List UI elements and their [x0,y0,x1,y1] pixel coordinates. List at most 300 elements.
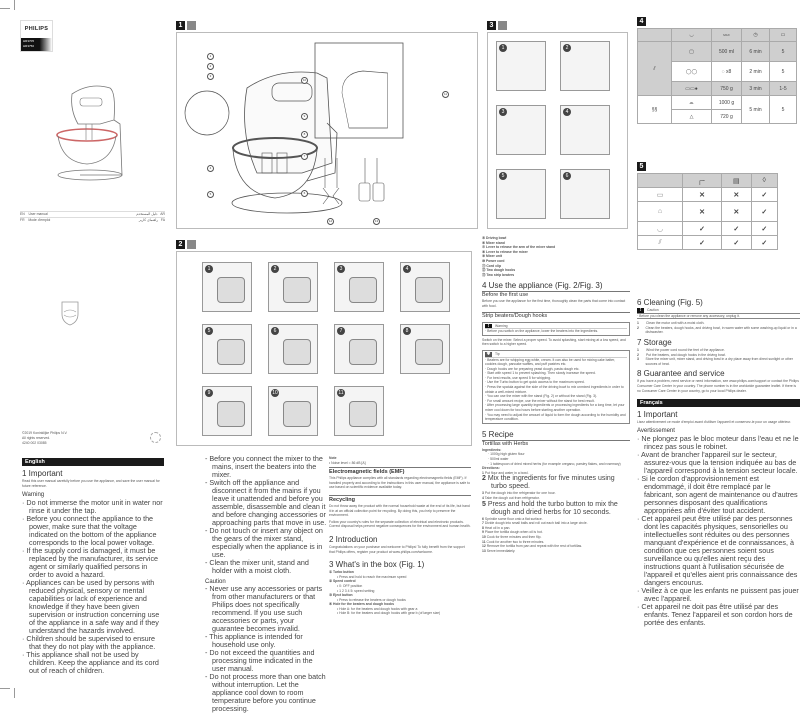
caution-item: - This appliance is intended for household use only. [205,633,327,649]
philips-shield-logo [60,300,80,326]
check-icon: ✓ [751,222,777,236]
tip-item: · For best results, use speed 5 for whipping. [485,375,551,380]
part-label: Cord clip [486,263,502,268]
callout-label: 12 [328,219,333,223]
quantity: 500 ml [712,42,742,62]
figure-number: 5 [637,162,646,171]
warning-text: · Before you switch on the appliance, lower the beaters into the ingredients. [485,329,599,334]
box-item-sub: • Hole B: for the beaters and dough hooks with gear b (of larger size) [337,611,441,616]
quantity: 750 g [712,82,742,96]
callout-label: 9 [301,113,308,120]
fig3-step: 6 [560,169,610,219]
box-item [329,593,471,602]
step-number: 5 [205,327,213,335]
box-item-sub-text: Hole B: for the beaters and dough hooks with gear b (of larger size) [339,611,441,616]
callout-number: ⑧ [482,249,486,254]
recycling-text-2: Follow your country's rules for the separate collection of electrical and electronic products. Correct disposal helps prevent negative consequences for the environment and human health. [329,519,471,529]
model-number: HR3705 [23,39,35,43]
step-text: Divide dough into small balls and roll out each ball into a large circle. [484,521,588,526]
step-number: 1 [205,265,213,273]
step-text: Place the tortilla dough when oil is hot. [484,530,543,535]
warning-item: - Before you connect the mixer to the mains, insert the beaters into the mixer. [205,455,327,479]
tip-text: You can use the mixer with the stand (Fig. 2) or without the stand (Fig. 3). [487,394,598,399]
crop-mark [14,0,15,10]
english-col-1 [22,458,164,675]
callout-number: ③ [329,593,333,598]
step-number: 2 [482,475,486,483]
ingredients-list [482,452,630,466]
direction-step [482,475,630,491]
step-number: 1 [637,347,639,352]
fr-warning-list [637,435,800,627]
directions-list [482,471,630,554]
box-item-sub: • 1 2 3 4 5: speed setting [337,588,375,593]
box-item-sub: • Press and hold to reach the maximum speed [337,574,407,579]
box-item-sub-text: 1 2 3 4 5: speed setting [339,588,375,593]
cloth-icon: ◊ [751,174,777,188]
recycling-text-1: Do not throw away the product with the normal household waste at the end of its life, but hand it in at an official collection point for recycling. By doing this, you help to preserve the environment. [329,503,470,518]
cleaning-step [637,326,800,335]
section-storage: 7 Storage [637,337,672,347]
step-number: 3 [637,357,639,362]
caution-list [205,585,327,713]
box-item-sub: • 0: OFF position [337,583,363,588]
step-number: 12 [482,544,486,549]
section-guarantee: 8 Guarantee and service [637,369,725,379]
english-col-2 [205,455,327,713]
tip-list [485,358,627,422]
quantity: 720 g [712,110,742,124]
step-text: Store the mixer unit, mixer stand, and driving bowl in a dry place away from direct sunlight or other sources of heat. [645,357,793,366]
callout-label: 4 [207,165,214,172]
warning-item: · If the supply cord is damaged, it must be replaced by the manufacturer, its service agent or similarly qualified persons in order to avoid a hazard. [22,547,164,579]
warning-list [22,499,164,675]
tip-text: Dough hooks are for preparing yeast dough, pasta dough etc. [487,366,580,371]
box-item-sub-text: Press and hold to reach the maximum speed [339,574,407,579]
fig2-step-10 [268,386,318,436]
step-number: 9 [205,389,213,397]
timer-icon: ◷ [742,29,770,42]
ingredient: · 1000g high gluten flour [488,452,525,457]
part-label: Lever to release the mixer [486,249,528,254]
box-item-sub-text: 0: OFF position [339,583,363,588]
tip-text: For best results, use speed 5 for whipping. [487,375,551,380]
noise-level: Noise level = 86 dB [A] [331,460,366,465]
step-illustration [283,277,311,303]
figure-5 [637,173,778,250]
part-label: Lever to release the arm of the mixer stand [486,245,556,250]
cross-icon: ✕ [722,202,751,222]
fig2-step-3 [334,262,384,312]
speed: 5 [770,96,797,124]
english-col-3 [329,456,471,616]
step-illustration [349,339,377,365]
step-number: 6 [482,516,484,521]
box-item-label: Eject button [333,593,353,598]
document-number: 4240 002 03085 [22,441,47,446]
figure-2 [176,251,472,446]
warning-item: · Before you connect the appliance to the power, make sure that the voltage indicated on the bottom of the appliance corresponds to the local power voltage. [22,515,164,547]
fig2-step-4 [400,262,450,312]
direction-step [482,501,630,517]
callout-number: ⑬ [482,272,486,277]
check-icon: ✓ [722,222,751,236]
lang-en[interactable]: EN User manual [20,212,48,216]
philips-logo-block [20,20,53,52]
step-illustration [349,401,377,427]
part-label: Driving bowl [486,236,507,240]
box-item [329,570,471,579]
emf-heading: Electromagnetic fields (EMF) [329,469,405,476]
warning-item: · Children should be supervised to ensure that they do not play with the appliance. [22,635,164,651]
figure-1 [176,32,478,229]
caution-item: - Do not process more than one batch without interruption. Let the appliance cool down to room temperature before you continue processing. [205,673,327,713]
strip-text: Switch on the mixer. Select a proper speed. To avoid splashing, start mixing at a low speed, and then switch to a higher speed. [482,337,626,347]
eggs-icon: ◯◯ [672,62,712,82]
bowl-icon: ◡ [672,29,712,42]
cover-mixer-illustration [50,80,140,185]
time: 2 min [742,62,770,82]
ingredient: · 1 tablespoon of dried mixed herbs (for example oregano, parsley flakes, and rosemary) [488,461,621,466]
step-illustration [217,401,245,427]
part-label: Two dough hooks [486,268,516,273]
figure-3 [487,32,628,229]
box-item-sub: • Press to release the beaters or dough hooks [337,597,406,602]
section-important: 1 Important [22,469,63,478]
cross-icon: ✕ [683,202,722,222]
fr-warning-item: · Si le cordon d'approvisionnement est endommagé, il doit être remplacé par le fabricant, son agent de maintenance ou d'autres personnes disposant des qualifications appropriées afin d'éviter tout accident. [637,475,800,515]
quantity-time-table [637,28,797,124]
part-header [638,174,683,188]
fig2-step-7 [334,324,384,374]
crop-mark [0,8,10,9]
callout-label: 8 [301,131,308,138]
step-text: Cook for another two to three minutes. [486,539,545,544]
mixer-unit-icon: ▭ [638,188,683,202]
tool-header [638,29,672,42]
step-number: 2 [637,325,639,330]
section-whats-in-box: 3 What's in the box (Fig. 1) [329,560,425,570]
beaters-icon: ⫽ [638,42,672,96]
ingredient: · 500ml water [488,457,509,461]
warning-label: Warning [495,323,508,328]
warning-box [482,322,630,336]
accessories-icon: ⫽ [638,236,683,250]
fig3-step: 5 [496,169,546,219]
rights: All rights reserved. [22,435,51,440]
tip-text: Use the Turbo button to get quick access to the maximum speed. [487,380,585,385]
fig3-step: 4 [560,105,610,155]
step-number: 9 [482,530,484,535]
warning-list-continued [205,455,327,575]
step-text: Put flour and water in a bowl. [484,470,529,475]
fr-warning-item: · Avant de brancher l'appareil sur le secteur, assurez-vous que la tension indiquée au bas de l'appareil correspond à la tension secteur locale. [637,451,800,475]
ingredient-text: 500ml water [490,457,509,461]
step-number: 7 [482,521,484,526]
speed-icon: ▭ [770,29,797,42]
cleaning-table [637,173,778,250]
step-number: 3 [337,265,345,273]
fig2-step-11 [334,386,384,436]
emf-text: This Philips appliance complies with all standards regarding electromagnetic fields (EMF). If handled properly and according to the instructions in this user manual, the appliance is safe to use based on scientific evidence available today. [329,476,470,490]
cross-icon: ✕ [683,188,722,202]
fig2-step-8 [400,324,450,374]
dishwasher-icon: ▤ [722,174,751,188]
cleaning-steps [637,321,800,335]
step-illustration [415,277,443,303]
cross-icon: ✕ [722,188,751,202]
fig2-step-1 [202,262,252,312]
step-text: Remove the tortilla from pan and repeat with the rest of tortillas. [486,544,583,549]
stand-icon: ⌂ [638,202,683,222]
figure-1-header [176,21,196,30]
warning-item: · Do not immerse the motor unit in water nor rinse it under the tap. [22,499,164,515]
time: 5 min [742,96,770,124]
figure-number: 1 [176,21,185,30]
figure-4-header [637,17,646,26]
step-number: 4 [403,265,411,273]
step-number: 3 [482,491,484,496]
step-number: 1 [637,321,639,326]
step-number: 8 [482,525,484,530]
recipe-title: Tortillas with Herbs [482,440,630,448]
part-label: Two strip beaters [486,272,515,277]
callout-label: 3 [207,73,214,80]
tip-text: You may need to adjust the amount of liquid to form the dough according to the humidity and temperature condition. [485,412,626,422]
bread-icon: ⌓ [672,96,712,110]
tip-text: Start with speed 1 to prevent splashing. Then slowly increase the speed. [487,371,596,376]
step-text: Sprinkle some flour onto a flat surface. [484,516,543,521]
lang-ar[interactable]: دليل المستخدم AR [136,212,165,216]
speed: 5 [770,62,797,82]
recycling-heading: Recycling [329,496,355,503]
section-recipe: 5 Recipe [482,429,514,439]
tip-item: · Press the spatula against the side of the driving bowl to mix unmixed ingredients in order to obtain a well-mixed mixture. [485,385,624,394]
tip-item: · You can use the mixer with the stand (Fig. 2) or without the stand (Fig. 3). [485,394,598,399]
strip-heading: Strip beaters/Dough hooks [482,312,630,320]
fig3-step: 2 [560,41,610,91]
step-text: Mix the ingredients for five minutes using turbo speed. [487,475,615,491]
box-item-label: Turbo button [333,570,354,575]
quantity: ◌ x8 [712,62,742,82]
handheld-mixer-icon [498,21,507,30]
callout-number: ⑫ [482,268,486,273]
step-illustration [217,277,245,303]
step-text: Wind the power cord round the feet of the appliance. [646,347,725,352]
tip-text: For small amount recipe, use the mixer without the stand for best result. [487,398,595,403]
step-number: 2 [637,352,639,357]
fig2-step-6 [268,324,318,374]
brand-logo: PHILIPS [24,26,49,32]
flour-icon: △ [672,110,712,124]
speed: 5 [770,42,797,62]
step-text: Serve immediately. [486,548,516,553]
box-item-sub: • Hole A: for the beaters and dough hooks with gear a [337,606,418,611]
check-icon: ✓ [722,236,751,250]
callout-number: ⑦ [482,245,486,250]
callout-number: ⑤ [482,236,486,240]
english-bar: English [22,458,164,466]
callout-label: 13 [374,219,379,223]
part-label: Mixer stand [486,240,505,245]
francais-bar: Français [637,399,800,407]
bowl-icon: ◡ [638,222,683,236]
check-icon: ✓ [751,188,777,202]
part-label: Power cord [486,258,505,263]
max-weight-icon: MAX [712,29,742,42]
recycle-icon [150,432,161,443]
fr-warning-item: · Cet appareil ne doit pas être utilisé par des enfants. Tenez l'appareil et son cordon hors de portée des enfants. [637,603,800,627]
first-use-text: Before you use the appliance for the first time, thoroughly clean the parts that come into contact with food. [482,299,626,308]
box-item [329,579,471,593]
cleaning-caution-text: Before you clean the appliance or remove any accessory, unplug it. [639,313,740,318]
ingredients-heading: Ingredients: [482,447,502,452]
part-item [482,273,630,278]
step-text: Clean the beaters, dough hooks, and driving bowl, in warm water with some washing-up liquid or in a dishwasher. [645,325,797,335]
box-item-sub-text: Press to release the beaters or dough hooks [339,597,406,602]
callout-label: 10 [302,78,307,82]
step-text: Clean the motor unit with a moist cloth. [646,321,705,326]
tip-text: After processing large quantity ingredients or processing ingredients for a long time, let your mixer cool down for two hours before starting another operation. [485,403,625,413]
step-illustration [217,339,245,365]
tip-item: · For small amount recipe, use the mixer without the stand for best result. [485,398,595,403]
figure-4 [637,28,797,124]
step-number: 2 [271,265,279,273]
speed: 1-5 [770,82,797,96]
callout-number: ⑪ [482,263,486,268]
callout-label: 1 [207,53,214,60]
step-text: Take the dough out from refrigerator. [484,495,540,500]
part-label: Mixer unit [486,254,503,259]
fr-intro: Lisez attentivement ce mode d'emploi avant d'utiliser l'appareil et conservez-le pour un usage ultérieur. [637,420,792,425]
step-number: 4 [482,495,484,500]
step-illustration [349,277,377,303]
step-text: Put the dough into the refrigerator for one hour. [484,491,556,496]
callout-label: 2 [207,63,214,70]
fr-section-important: 1 Important [637,410,678,420]
step-number: 5 [482,500,486,508]
caution-item: - Never use any accessories or parts from other manufacturers or that Philips does not specifically recommend. If you use such accessories or parts, your guarantee becomes invalid. [205,585,327,633]
storage-steps [637,348,800,366]
quantity: 1000 g [712,96,742,110]
fr-warning-heading: Avertissement [637,427,675,434]
callout-number: ⑥ [482,240,486,245]
warning-item: - Clean the mixer unit, stand and holder with a moist cloth. [205,559,327,575]
tip-item: · You may need to adjust the amount of liquid to form the dough according to the humidity and temperature condition. [485,412,626,422]
tip-item: · Beaters are for whipping egg white, cream. It can also be used for mixing cake batter, cookies dough, pancake waffles, and puff pastries etc. [485,357,616,367]
english-col-5 [637,298,800,627]
language-index [20,211,165,223]
step-number: 11 [482,539,486,544]
english-col-4 [482,236,630,553]
callout-label: 6 [301,190,308,197]
fr-warning-item: · Ne plongez pas le bloc moteur dans l'eau et ne le rincez pas sous le robinet. [637,435,800,451]
caution-heading: Caution [205,579,226,585]
lang-fa[interactable]: راهنمای کاربر FA [138,218,165,222]
caution-label: Caution [647,308,659,312]
exclamation-icon: ! [637,308,644,313]
step-number: 13 [482,548,486,553]
milk-icon: ▢ [672,42,712,62]
step-illustration [283,401,311,427]
model-number: HR3750 [23,44,35,48]
first-use-heading: Before the first use [482,291,630,299]
important-intro: Read this user manual carefully before you use the appliance, and save the user manual for future reference. [22,479,160,488]
lang-fr[interactable]: FR Mode d'emploi [20,218,51,222]
callout-label: 7 [301,153,308,160]
fig2-step-5 [202,324,252,374]
step-text: Press and hold the turbo button to mix the dough and dried herbs for 10 seconds. [487,500,618,516]
box-item-sub-text: Hole A: for the beaters and dough hooks with gear a [339,606,418,611]
tip-text: Beaters are for whipping egg white, cream. It can also be used for mixing cake batter, cookies dough, pancake waffles, and puff pastries etc. [485,357,616,367]
mixer-icon [187,21,196,30]
figure-number: 3 [487,21,496,30]
directions-heading: Directions: [482,466,500,471]
step-number: 7 [337,327,345,335]
tip-text: Press the spatula against the side of the driving bowl to mix unmixed ingredients in order to obtain a well-mixed mixture. [485,385,624,394]
box-item-label: Hole for the beaters and dough hooks [333,602,395,607]
warning-heading: Warning [22,492,45,499]
fig3-step: 1 [496,41,546,91]
step-number: 10 [482,534,486,539]
step-text: Put the beaters, and dough hooks in the driving bowl. [646,352,726,357]
tip-label: Tip [495,351,500,356]
dough-hooks-icon: §§ [638,96,672,124]
tap-icon: ┌╴ [683,174,722,188]
step-number: 8 [403,327,411,335]
step-illustration [415,339,443,365]
callout-number: ④ [329,602,333,607]
cake-icon: ▭▭● [672,82,712,96]
step-number: 10 [272,390,278,396]
ingredient-text: 1 tablespoon of dried mixed herbs (for example oregano, parsley flakes, and rosemary) [490,461,621,466]
time: 6 min [742,42,770,62]
lightbulb-icon: ✱ [486,350,491,357]
figure-number: 2 [176,240,185,249]
callout-number: ⑨ [482,254,486,259]
ingredient-text: 1000g high gluten flour [490,452,525,457]
figure-2-header [176,240,196,249]
figure-5-header [637,162,646,171]
box-list [329,570,471,616]
fig3-step: 3 [496,105,546,155]
tip-item: · Dough hooks are for preparing yeast dough, pasta dough etc. [485,366,580,371]
time: 3 min [742,82,770,96]
step-number: 6 [271,327,279,335]
crop-mark [0,688,10,689]
note-text: • Noise level = 86 dB [A] [329,460,366,465]
copyright: ©2019 Koninklijke Philips N.V. [22,431,68,435]
check-icon: ✓ [751,202,777,222]
callout-number: ⑩ [482,258,486,263]
direction-step [482,549,630,554]
callout-number: ① [329,570,333,575]
fig2-step-2 [268,262,318,312]
tip-item: · Use the Turbo button to get quick access to the maximum speed. [485,380,585,385]
warning-item: - Do not touch or insert any object on the gears of the mixer stand, especially when the appliance is in use. [205,527,327,559]
fr-warning-item: · Veillez à ce que les enfants ne puissent pas jouer avec l'appareil. [637,587,800,603]
callout-label: 5 [207,191,214,198]
step-number: 11 [338,390,344,396]
caution-item: - Do not exceed the quantities and processing time indicated in the user manual. [205,649,327,673]
parts-list [482,236,630,277]
warning-item: · This appliance shall not be used by children. Keep the appliance and its cord out of reach of children. [22,651,164,675]
note-heading: Note [329,456,337,460]
exclamation-icon: ! [485,324,492,329]
fig2-step-9 [202,386,252,436]
box-item [329,602,471,616]
section-cleaning: 6 Cleaning (Fig. 5) [637,298,703,307]
